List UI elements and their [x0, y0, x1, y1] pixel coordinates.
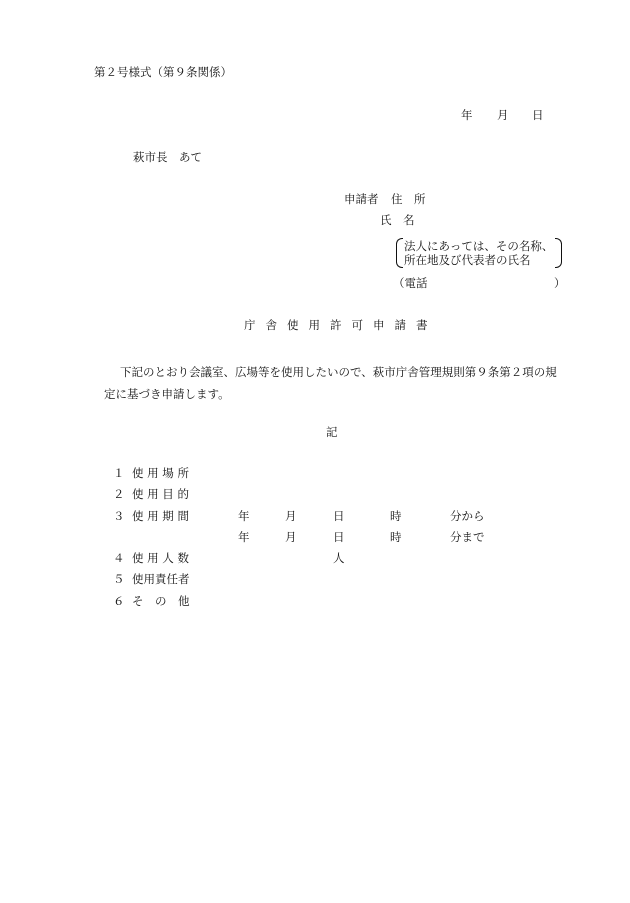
date-month: 月 — [497, 108, 509, 122]
applicant-label: 申請者 — [344, 192, 379, 206]
period-from-month: 月 — [285, 509, 297, 523]
body-text — [104, 361, 584, 405]
period-from-minute: 分から — [450, 509, 485, 523]
ki-heading: 記 — [326, 425, 338, 439]
item-label: 使 用 人 数 — [132, 551, 189, 565]
period-to-row — [0, 532, 630, 546]
item-label: そ の 他 — [132, 594, 190, 608]
form-number: 第２号様式（第９条関係） — [94, 65, 232, 79]
corporate-note-line2: 所在地及び代表者の氏名 — [404, 253, 531, 267]
people-unit: 人 — [333, 551, 345, 565]
item-number: ６ — [113, 594, 125, 608]
corporate-note — [396, 238, 562, 268]
item-row — [0, 553, 630, 567]
addressee: 萩市長 あて — [133, 150, 202, 164]
item-number: ５ — [113, 572, 125, 586]
item-row — [0, 596, 630, 610]
item-row — [0, 574, 630, 588]
item-number: ３ — [113, 509, 125, 523]
period-from-hour: 時 — [390, 509, 402, 523]
item-row — [0, 511, 630, 525]
item-row — [0, 468, 630, 482]
item-label: 使 用 目 的 — [132, 487, 189, 501]
item-label: 使用責任者 — [132, 572, 190, 586]
phone-close: ） — [554, 276, 566, 290]
phone-label: （電話 — [393, 276, 428, 290]
left-parenthesis — [396, 238, 403, 268]
period-to-hour: 時 — [390, 530, 402, 544]
body-line-1: 下記のとおり会議室、広場等を使用したいので、萩市庁舎管理規則第９条第２項の規 — [120, 365, 557, 379]
item-number: １ — [113, 466, 125, 480]
period-to-minute: 分まで — [450, 530, 485, 544]
document-title: 庁舎使用許可申請書 — [244, 318, 438, 332]
item-number: ４ — [113, 551, 125, 565]
item-label: 使 用 期 間 — [132, 509, 189, 523]
period-from-year: 年 — [238, 509, 250, 523]
address-label: 住 所 — [391, 192, 426, 206]
item-label: 使 用 場 所 — [132, 466, 189, 480]
date-day: 日 — [532, 108, 544, 122]
period-to-day: 日 — [333, 530, 345, 544]
item-row — [0, 489, 630, 503]
body-line-2: 定に基づき申請します。 — [104, 387, 230, 401]
item-number: ２ — [113, 487, 125, 501]
period-to-month: 月 — [285, 530, 297, 544]
period-from-day: 日 — [333, 509, 345, 523]
right-parenthesis — [555, 238, 562, 268]
corporate-note-line1: 法人にあっては、その名称、 — [404, 239, 554, 253]
name-label: 氏 名 — [380, 213, 415, 227]
date-year: 年 — [461, 108, 473, 122]
period-to-year: 年 — [238, 530, 250, 544]
